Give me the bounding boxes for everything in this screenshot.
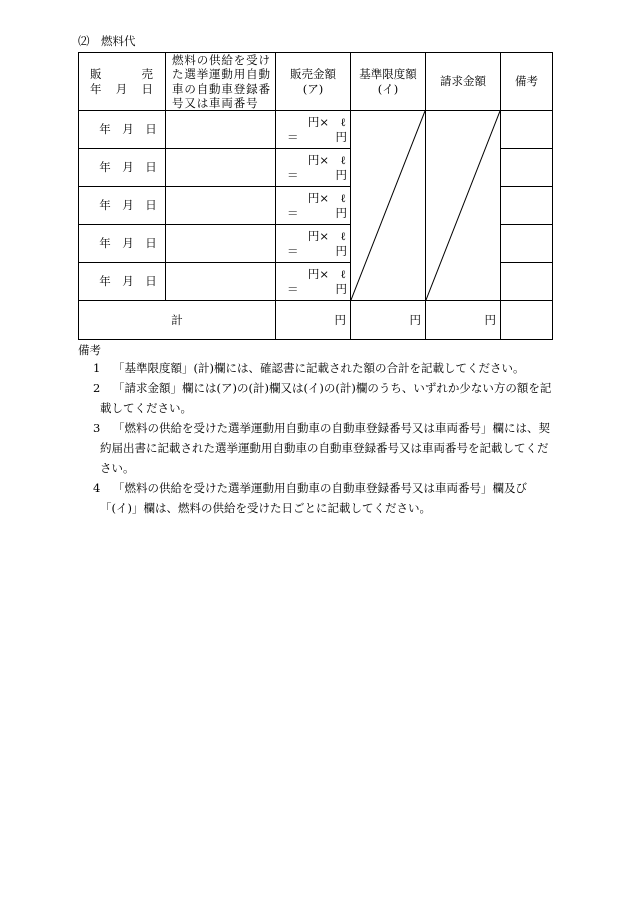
amount-result: [276, 206, 350, 221]
note-number: 1: [93, 361, 101, 375]
header-sale-amount-label: 販売金額: [290, 66, 336, 81]
equals-sign: ＝: [287, 281, 299, 296]
vehicle-number-cell: [166, 149, 276, 187]
sale-amount-cell: [276, 187, 351, 225]
amount-result: [276, 168, 350, 183]
vehicle-number-cell: [166, 187, 276, 225]
total-remarks: [501, 301, 553, 340]
total-row: [79, 301, 553, 340]
date-cell: 年 月 日: [79, 187, 166, 225]
header-sale-amount: [276, 53, 351, 111]
header-vehicle-line: 号又は車両番号: [172, 95, 259, 110]
note-item-4: [78, 478, 608, 518]
remarks-cell: [501, 111, 553, 149]
equals-sign: ＝: [287, 167, 299, 182]
equals-sign: ＝: [287, 243, 299, 258]
note-number: 2: [93, 381, 101, 395]
header-remarks: [501, 53, 553, 111]
amount-formula: 円× ℓ: [307, 114, 346, 129]
note-text-line: 「基準限度額」(計)欄には、確認書に記載された額の合計を記載してください。: [113, 361, 525, 375]
header-sale-date-line: 年 月 日: [90, 81, 154, 96]
note-text-line: 載してください。: [100, 401, 192, 415]
amount-formula: 円× ℓ: [307, 228, 346, 243]
amount-result: [276, 130, 350, 145]
date-cell: 年 月 日: [79, 111, 166, 149]
note-item-2: [78, 378, 608, 418]
yen-unit: 円: [335, 205, 347, 220]
header-limit-amount-mark: (イ): [377, 81, 399, 96]
header-vehicle-line: 車の自動車登録番: [172, 81, 271, 96]
diagonal-line: [351, 111, 425, 300]
note-text-line: 「燃料の供給を受けた選挙運動用自動車の自動車登録番号又は車両番号」欄及び: [113, 481, 527, 495]
vehicle-number-cell: [166, 225, 276, 263]
remarks-cell: [501, 149, 553, 187]
header-row: [79, 53, 553, 111]
note-item-1: [78, 358, 608, 378]
sale-amount-cell: [276, 111, 351, 149]
equals-sign: ＝: [287, 205, 299, 220]
equals-sign: ＝: [287, 129, 299, 144]
note-item-3: [78, 418, 608, 478]
limit-amount-crossed-cell: [351, 111, 426, 301]
total-label: 計: [79, 301, 276, 340]
amount-formula: 円× ℓ: [307, 152, 346, 167]
header-vehicle-line: た選挙運動用自動: [172, 67, 271, 82]
header-claim-amount-label: 請求金額: [440, 74, 486, 89]
amount-result: [276, 244, 350, 259]
vehicle-number-cell: [166, 263, 276, 301]
sale-amount-cell: [276, 225, 351, 263]
total-sale-amount: 円: [276, 301, 351, 340]
vehicle-number-cell: [166, 111, 276, 149]
date-cell: 年 月 日: [79, 225, 166, 263]
table-row: [79, 111, 553, 149]
note-text-line: 「燃料の供給を受けた選挙運動用自動車の自動車登録番号又は車両番号」欄には、契: [113, 421, 550, 435]
header-sale-date-line: 販 売: [90, 66, 154, 81]
header-sale-date: [79, 53, 166, 111]
yen-unit: 円: [335, 243, 347, 258]
note-text-line: 約届出書に記載された選挙運動用自動車の自動車登録番号又は車両番号を記載してくだ: [100, 441, 549, 455]
header-sale-amount-mark: (ア): [302, 81, 324, 96]
remarks-cell: [501, 187, 553, 225]
yen-unit: 円: [335, 167, 347, 182]
header-claim-amount: [426, 53, 501, 111]
sale-amount-cell: [276, 149, 351, 187]
claim-amount-crossed-cell: [426, 111, 501, 301]
header-limit-amount: [351, 53, 426, 111]
notes-section: [78, 342, 608, 518]
note-text-line: 「請求金額」欄には(ア)の(計)欄又は(イ)の(計)欄のうち、いずれか少ない方の額を記: [113, 381, 552, 395]
notes-heading: 備考: [78, 343, 101, 357]
amount-formula: 円× ℓ: [307, 266, 346, 281]
note-number: 3: [93, 421, 101, 435]
sale-amount-cell: [276, 263, 351, 301]
total-limit-amount: 円: [351, 301, 426, 340]
note-text-line: さい。: [100, 461, 135, 475]
total-claim-amount: 円: [426, 301, 501, 340]
note-number: 4: [93, 481, 101, 495]
fuel-cost-table: [78, 52, 553, 340]
yen-unit: 円: [335, 129, 347, 144]
diagonal-strike: [351, 111, 425, 300]
note-text-line: 「(イ)」欄は、燃料の供給を受けた日ごとに記載してください。: [100, 501, 431, 515]
remarks-cell: [501, 225, 553, 263]
diagonal-line: [426, 111, 500, 300]
date-cell: 年 月 日: [79, 263, 166, 301]
header-limit-amount-label: 基準限度額: [359, 66, 417, 81]
section-title: ⑵ 燃料代: [78, 34, 136, 48]
diagonal-strike: [426, 111, 500, 300]
amount-result: [276, 282, 350, 297]
amount-formula: 円× ℓ: [307, 190, 346, 205]
header-vehicle-number: [166, 53, 276, 111]
header-remarks-label: 備考: [515, 74, 538, 89]
header-vehicle-line: 燃料の供給を受け: [172, 53, 271, 67]
yen-unit: 円: [335, 281, 347, 296]
remarks-cell: [501, 263, 553, 301]
date-cell: 年 月 日: [79, 149, 166, 187]
